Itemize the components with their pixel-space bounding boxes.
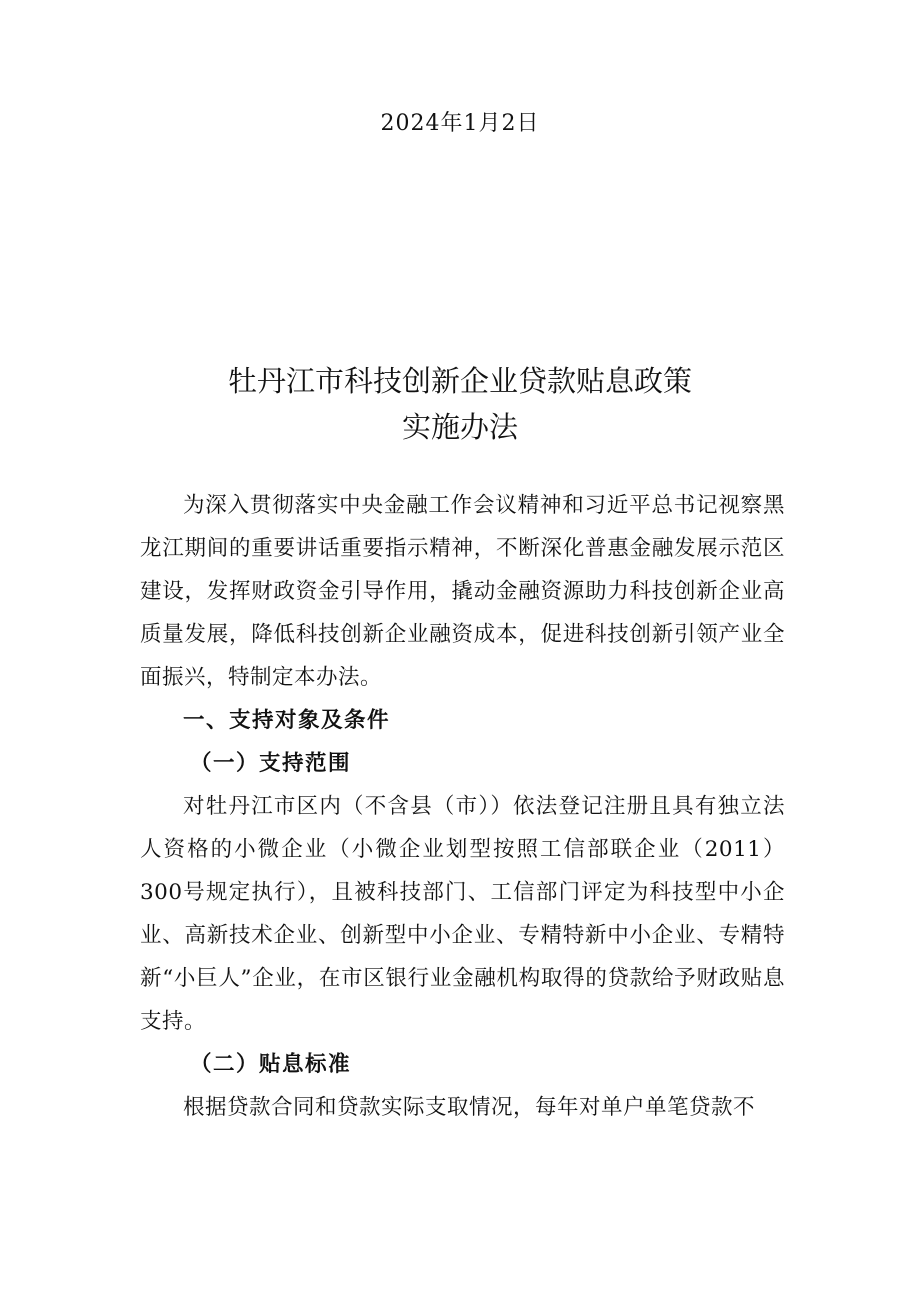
title-line-1: 牡丹江市科技创新企业贷款贴息政策: [227, 364, 692, 398]
intro-paragraph: 为深入贯彻落实中央金融工作会议精神和习近平总书记视察黑龙江期间的重要讲话重要指示精神，不断深化普惠金融发展示范区建设，发挥财政资金引导作用，撬动金融资源助力科技创新企业高质量发展，降低科技创新企业融资成本，促进科技创新引领产业全面振兴，特制定本办法。: [140, 493, 785, 690]
document-date: 2024年1月2日: [380, 111, 540, 136]
subsection-2-paragraph: 根据贷款合同和贷款实际支取情况，每年对单户单笔贷款不: [183, 1095, 756, 1120]
subsection-1-paragraph: 对牡丹江市区内（不含县（市））依法登记注册且具有独立法人资格的小微企业（小微企业划型按照工信部联企业（2011）300号规定执行），且被科技部门、工信部门评定为科技型中小企业、高新技术企业、创新型中小企业、专精特新中小企业、专精特新“小巨人”企业，在市区银行业金融机构取得的贷款给予财政贴息支持。: [140, 794, 785, 1034]
subsection-heading-2: （二）贴息标准: [190, 1052, 352, 1077]
document-body: [140, 484, 785, 1129]
document-title: [0, 358, 920, 450]
section-heading-1: 一、支持对象及条件: [183, 708, 391, 733]
subsection-heading-1: （一）支持范围: [190, 751, 352, 776]
title-line-2: 实施办法: [401, 410, 518, 444]
